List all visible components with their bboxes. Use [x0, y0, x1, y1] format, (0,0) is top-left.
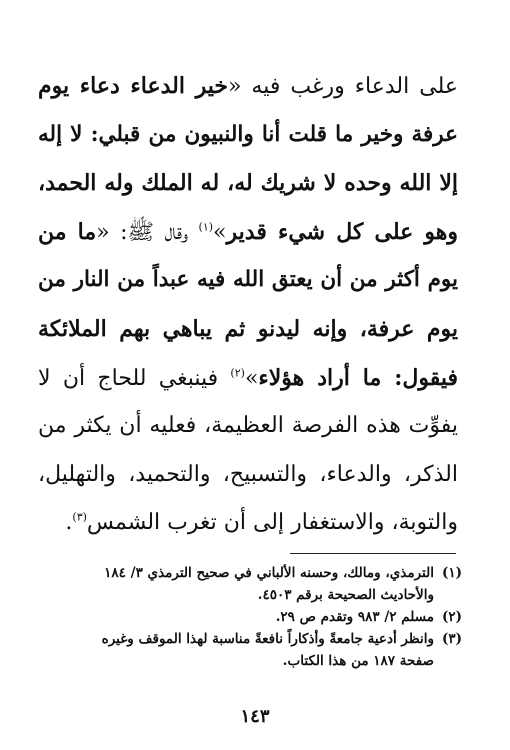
text-line: الذكر، والدعاء، والتسبيح، والتحميد، والتهليل،: [38, 461, 458, 487]
footnote-ref: (١): [198, 220, 214, 234]
text-line: وهو على كل شيء قدير»$^{(١)}$ وقال ﷺ: «ما من: [38, 218, 458, 245]
text-line: إلا الله وحده لا شريك له، له الملك وله الحمد،: [38, 170, 458, 197]
footnote-continuation: والأحاديث الصحيحة برقم ٤٥٠٣.: [257, 587, 434, 603]
text-line: عرفة وخير ما قلت أنا والنبيون من قبلي: لا إله: [38, 121, 458, 147]
footnote-ref: (٣): [72, 511, 87, 525]
text-line: يوم أكثر من أن يعتق الله فيه عبداً من النار من: [38, 267, 458, 293]
text-line: فيقول: ما أراد هؤلاء»$^{(٢)}$ فينبغي للحاج أن لا: [38, 364, 458, 391]
footnote: (٣)وانظر أدعية جامعةً وأذكاراً نافعةً مناسبة لهذا الموقف وغيره: [101, 631, 462, 647]
text-line: على الدعاء ورغب فيه «خير الدعاء دعاء يوم: [38, 73, 458, 99]
footnote-ref: (٢): [230, 366, 245, 380]
text-line: والتوبة، والاستغفار إلى أن تغرب الشمس$^{(٣)}$.: [65, 510, 458, 536]
main-text: [38, 62, 458, 548]
footnotes: [32, 562, 462, 672]
footnote-continuation: صفحة ١٨٧ من هذا الكتاب.: [282, 653, 434, 669]
footnote: (٢)مسلم ٢/ ٩٨٣ وتقدم ص ٢٩.: [275, 609, 462, 625]
text-line: يوم عرفة، وإنه ليدنو ثم يباهي بهم الملائكة: [38, 315, 458, 342]
footnote: (١)الترمذي، ومالك، وحسنه الألباني في صحيح الترمذي ٣/ ١٨٤: [104, 565, 462, 581]
footnote-divider: [290, 553, 456, 554]
text-line: يفوِّت هذه الفرصة العظيمة، فعليه أن يكثر من: [38, 413, 458, 439]
page-number: ١٤٣: [240, 706, 270, 727]
